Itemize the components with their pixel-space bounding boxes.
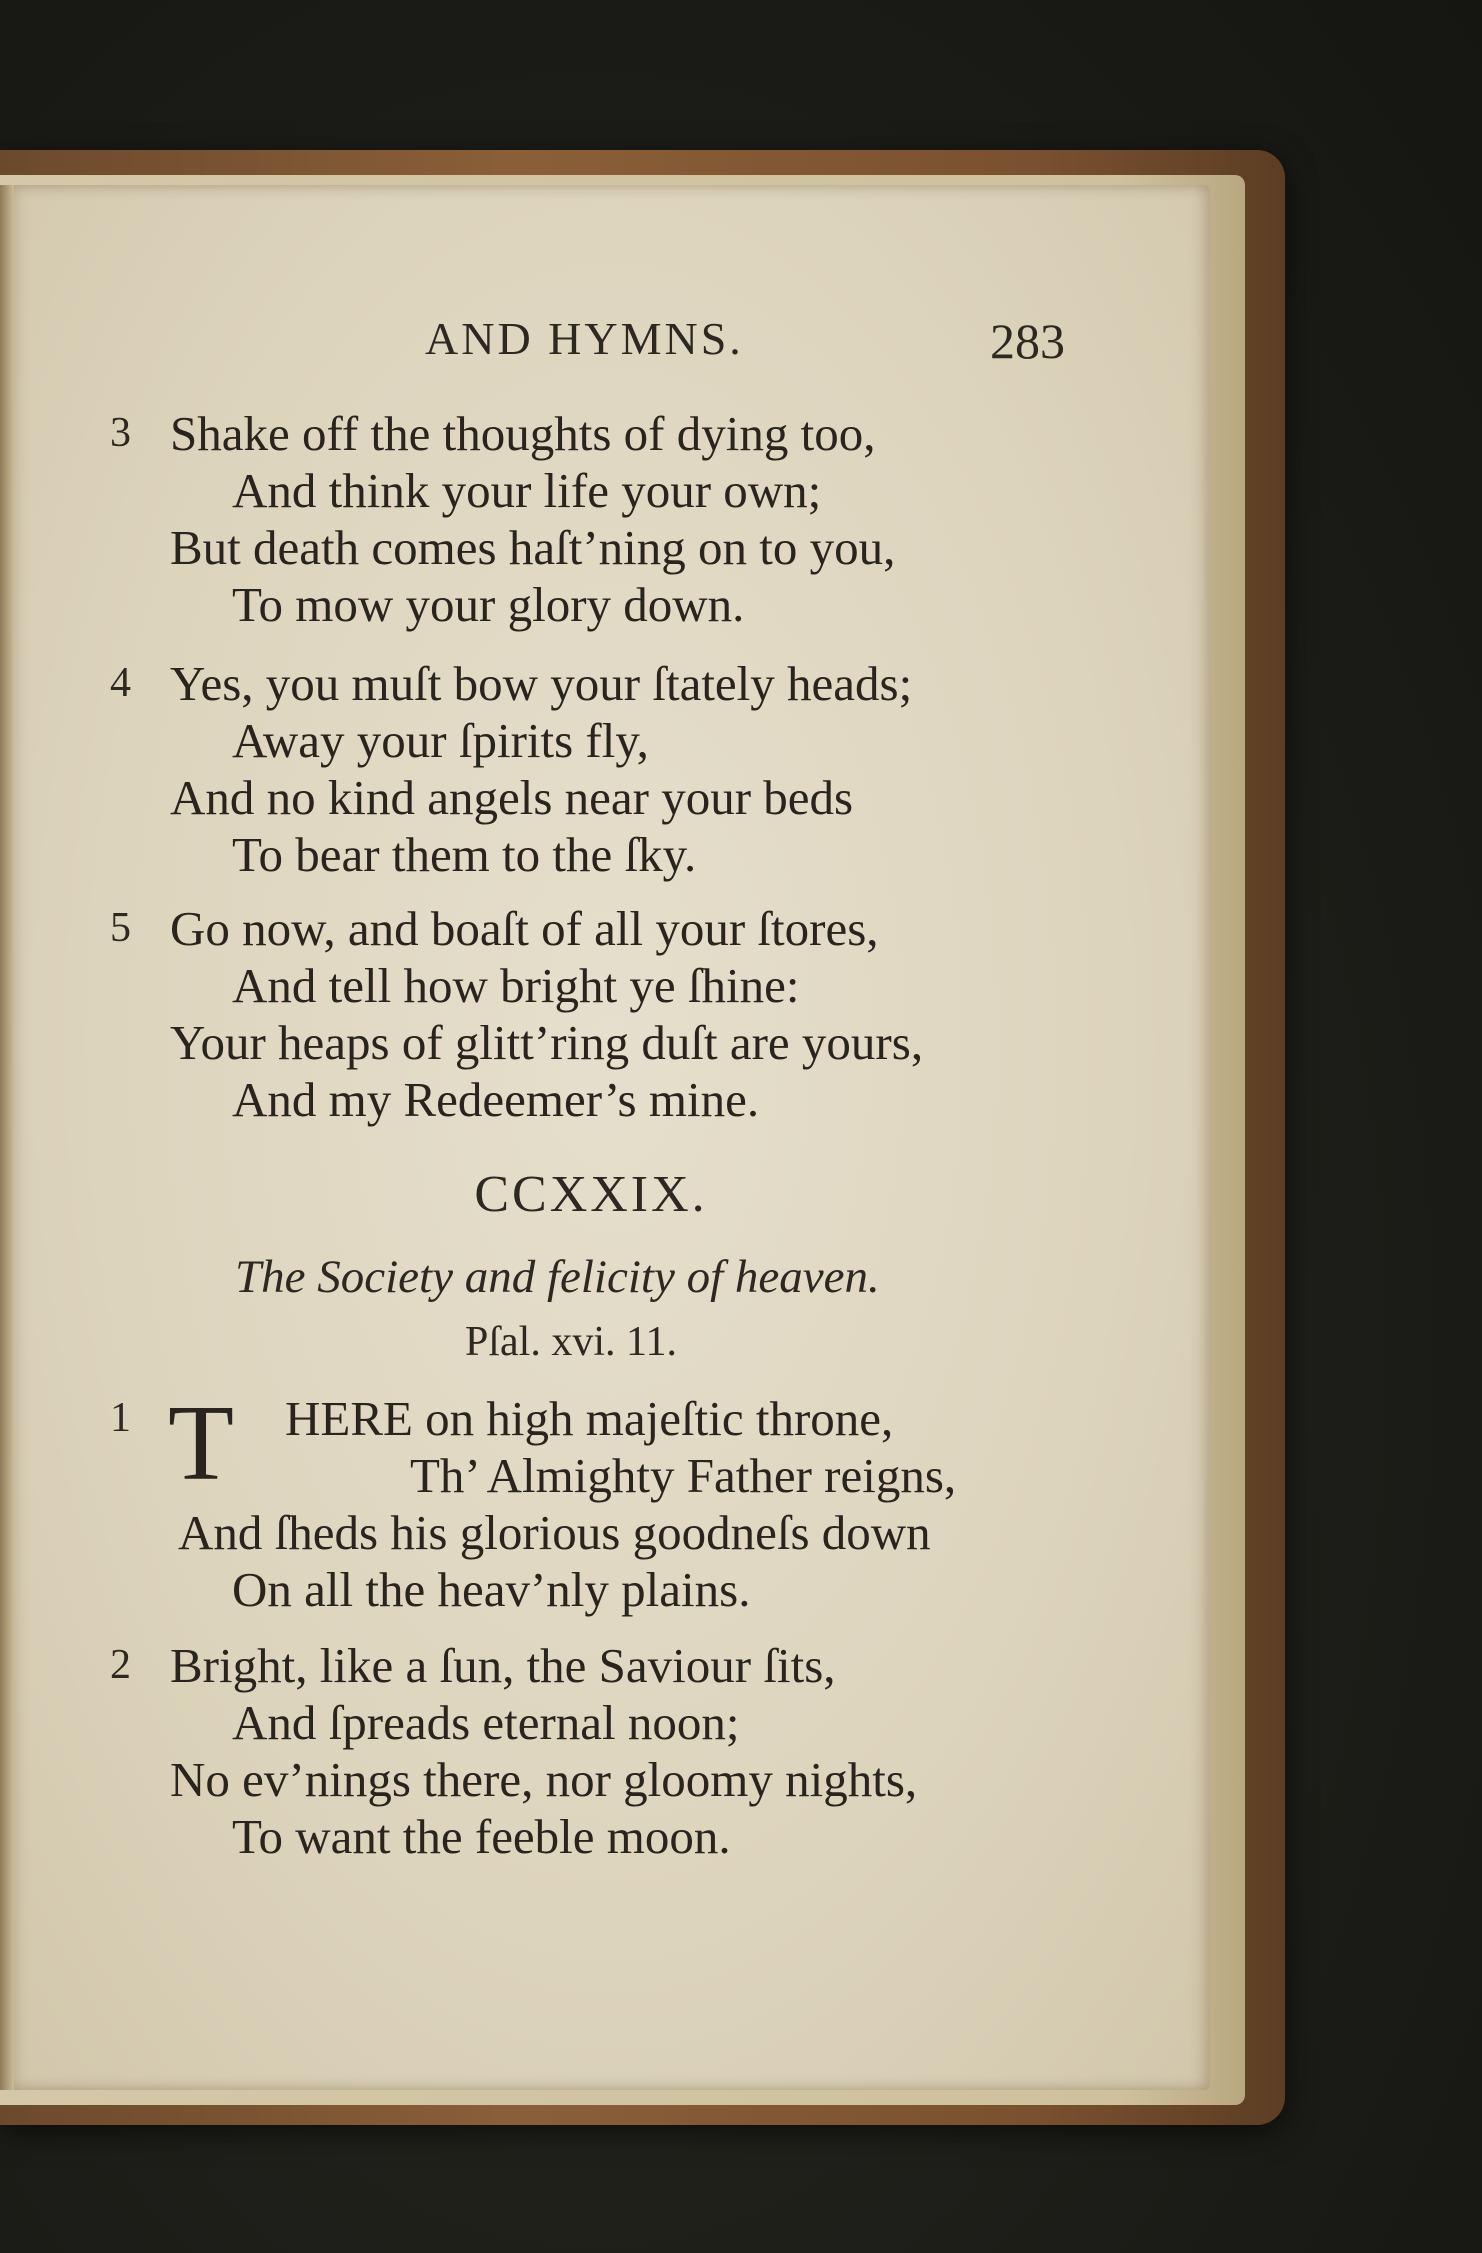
- page-number: 283: [990, 313, 1065, 369]
- verse-line: And ſheds his glorious goodneſs down: [178, 1505, 931, 1560]
- verse-line: Your heaps of glitt’ring duſt are yours,: [170, 1015, 924, 1070]
- verse-line: To mow your glory down.: [232, 577, 745, 632]
- verse-number: 4: [110, 660, 131, 706]
- verse-line: On all the heav’nly plains.: [232, 1562, 751, 1617]
- verse-line: And think your life your own;: [232, 463, 822, 518]
- hymn-title: The Society and felicity of heaven.: [235, 1251, 880, 1303]
- stanza-4: [110, 655, 1070, 883]
- hymn-number: CCXXIX.: [474, 1166, 708, 1223]
- verse-line: To want the feeble moon.: [232, 1809, 731, 1864]
- page-gutter: [0, 185, 14, 2090]
- verse-line: HERE on high majeſtic throne,: [285, 1391, 894, 1446]
- stanza-1: [110, 1384, 1070, 1618]
- stanza-3: [110, 405, 1070, 633]
- verse-number: 3: [110, 410, 131, 456]
- running-head: [0, 312, 1482, 372]
- verse-line: No ev’nings there, nor gloomy nights,: [170, 1752, 918, 1807]
- verse-line: And no kind angels near your beds: [170, 770, 854, 825]
- verse-line: Shake off the thoughts of dying too,: [170, 406, 876, 461]
- verse-line: But death comes haſt’ning on to you,: [170, 520, 896, 575]
- verse-line: Yes, you muſt bow your ſtately heads;: [170, 656, 913, 711]
- verse-line: Bright, like a ſun, the Saviour ſits,: [170, 1638, 836, 1693]
- verse-number: 2: [110, 1642, 131, 1688]
- verse-line: Th’ Almighty Father reigns,: [410, 1448, 957, 1503]
- drop-cap: T: [168, 1384, 234, 1503]
- verse-line: And ſpreads eternal noon;: [232, 1695, 740, 1750]
- verse-number: 5: [110, 905, 131, 951]
- stanza-2: [110, 1637, 1070, 1865]
- verse-number: 1: [110, 1395, 131, 1441]
- stanza-5: [110, 900, 1070, 1128]
- scripture-reference: Pſal. xvi. 11.: [465, 1319, 677, 1365]
- verse-line: And my Redeemer’s mine.: [232, 1072, 760, 1127]
- verse-line: To bear them to the ſky.: [232, 827, 697, 882]
- running-title: AND HYMNS.: [425, 313, 744, 364]
- verse-line: Go now, and boaſt of all your ſtores,: [170, 901, 879, 956]
- verse-line: Away your ſpirits fly,: [232, 713, 649, 768]
- verse-line: And tell how bright ye ſhine:: [232, 958, 800, 1013]
